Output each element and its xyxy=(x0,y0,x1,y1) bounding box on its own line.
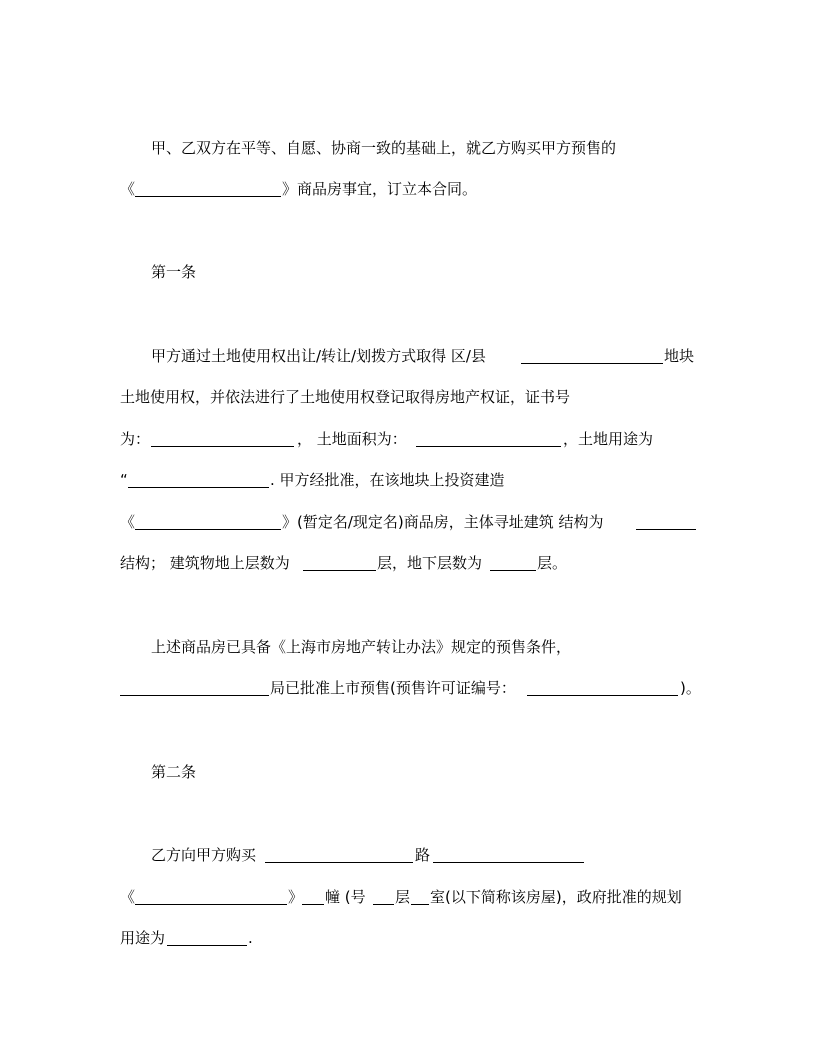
a1-line-4 xyxy=(0,466,816,494)
intro-line-2 xyxy=(0,175,816,203)
a1-p2-line-1 xyxy=(0,633,816,661)
bracket-open: 《 xyxy=(120,180,136,198)
a1-p2-text-2b: )。 xyxy=(680,679,701,697)
a1-text-3b: ， 土地面积为： xyxy=(297,430,407,448)
floors-above-blank xyxy=(303,556,376,571)
floors-below-blank xyxy=(490,556,536,571)
a2-text-2a: 《 xyxy=(120,888,136,906)
article-2-title: 第二条 xyxy=(151,763,197,781)
a2-line-2 xyxy=(0,883,816,911)
a1-p2-line-2 xyxy=(0,674,816,702)
article-1-title: 第一条 xyxy=(151,263,197,281)
a1-line-2 xyxy=(0,383,816,411)
a1-text-1b: 地块 xyxy=(664,347,695,365)
floor-blank xyxy=(411,890,429,905)
a1-line-1 xyxy=(0,342,816,370)
a1-text-6c: 层。 xyxy=(537,554,568,572)
a1-text-5b: 》(暂定名/现定名)商品房，主体寻址建筑 结构为 xyxy=(282,513,604,531)
a2-text-1a: 乙方向甲方购买 xyxy=(151,846,257,864)
a1-p2-text-2a: 局已批准上市预售(预售许可证编号： xyxy=(270,679,516,697)
a2-text-3a: 用途为 xyxy=(120,929,166,947)
a1-text-6a: 结构； 建筑物地上层数为 xyxy=(120,554,290,572)
a1-text-5a: 《 xyxy=(120,513,136,531)
land-use-blank xyxy=(128,473,269,488)
a1-line-5 xyxy=(0,508,816,536)
certificate-number-blank xyxy=(151,432,294,447)
land-area-blank xyxy=(416,432,561,447)
building-no-blank xyxy=(302,890,324,905)
intro-text-1: 甲、乙双方在平等、自愿、协商一致的基础上，就乙方购买甲方预售的 xyxy=(151,139,617,157)
a2-line-1 xyxy=(0,841,816,869)
number-blank xyxy=(373,890,394,905)
a2-text-1b: 路 xyxy=(415,846,431,864)
a1-text-4b: . 甲方经批准，在该地块上投资建造 xyxy=(270,471,505,489)
a2-line-3 xyxy=(0,924,816,952)
a1-text-2: 土地使用权，并依法进行了土地使用权登记取得房地产权证，证书号 xyxy=(120,388,571,406)
a1-text-1a: 甲方通过土地使用权出让/转让/划拨方式取得 区/县 xyxy=(151,347,486,365)
a1-text-3c: ，土地用途为 xyxy=(563,430,654,448)
a2-text-3b: . xyxy=(248,929,253,947)
a1-p2-text-1: 上述商品房已具备《上海市房地产转让办法》规定的预售条件， xyxy=(151,638,572,656)
a2-text-2c: 幢 (号 xyxy=(325,888,366,906)
house-name-blank xyxy=(135,890,287,905)
project-name-blank xyxy=(135,182,281,197)
a1-text-6b: 层，地下层数为 xyxy=(377,554,483,572)
a1-text-3a: 为： xyxy=(120,430,151,448)
road-name-blank xyxy=(265,848,413,863)
district-blank xyxy=(521,349,663,364)
structure-blank xyxy=(636,515,696,530)
a2-text-2e: 室(以下简称该房屋)，政府批准的规划 xyxy=(430,888,682,906)
a2-text-2b: 》 xyxy=(288,888,304,906)
road-number-blank xyxy=(433,848,584,863)
article-2-heading xyxy=(0,758,816,786)
presale-permit-blank xyxy=(527,681,678,696)
intro-line-1 xyxy=(0,134,816,162)
intro-text-2: 》商品房事宜，订立本合同。 xyxy=(282,180,478,198)
a1-line-6 xyxy=(0,549,816,577)
a1-line-3 xyxy=(0,425,816,453)
a2-text-2d: 层 xyxy=(395,888,411,906)
article-1-heading xyxy=(0,258,816,286)
authority-blank xyxy=(120,681,269,696)
a1-text-4a: “ xyxy=(120,471,128,489)
planned-use-blank xyxy=(167,931,247,946)
building-name-blank xyxy=(135,515,281,530)
